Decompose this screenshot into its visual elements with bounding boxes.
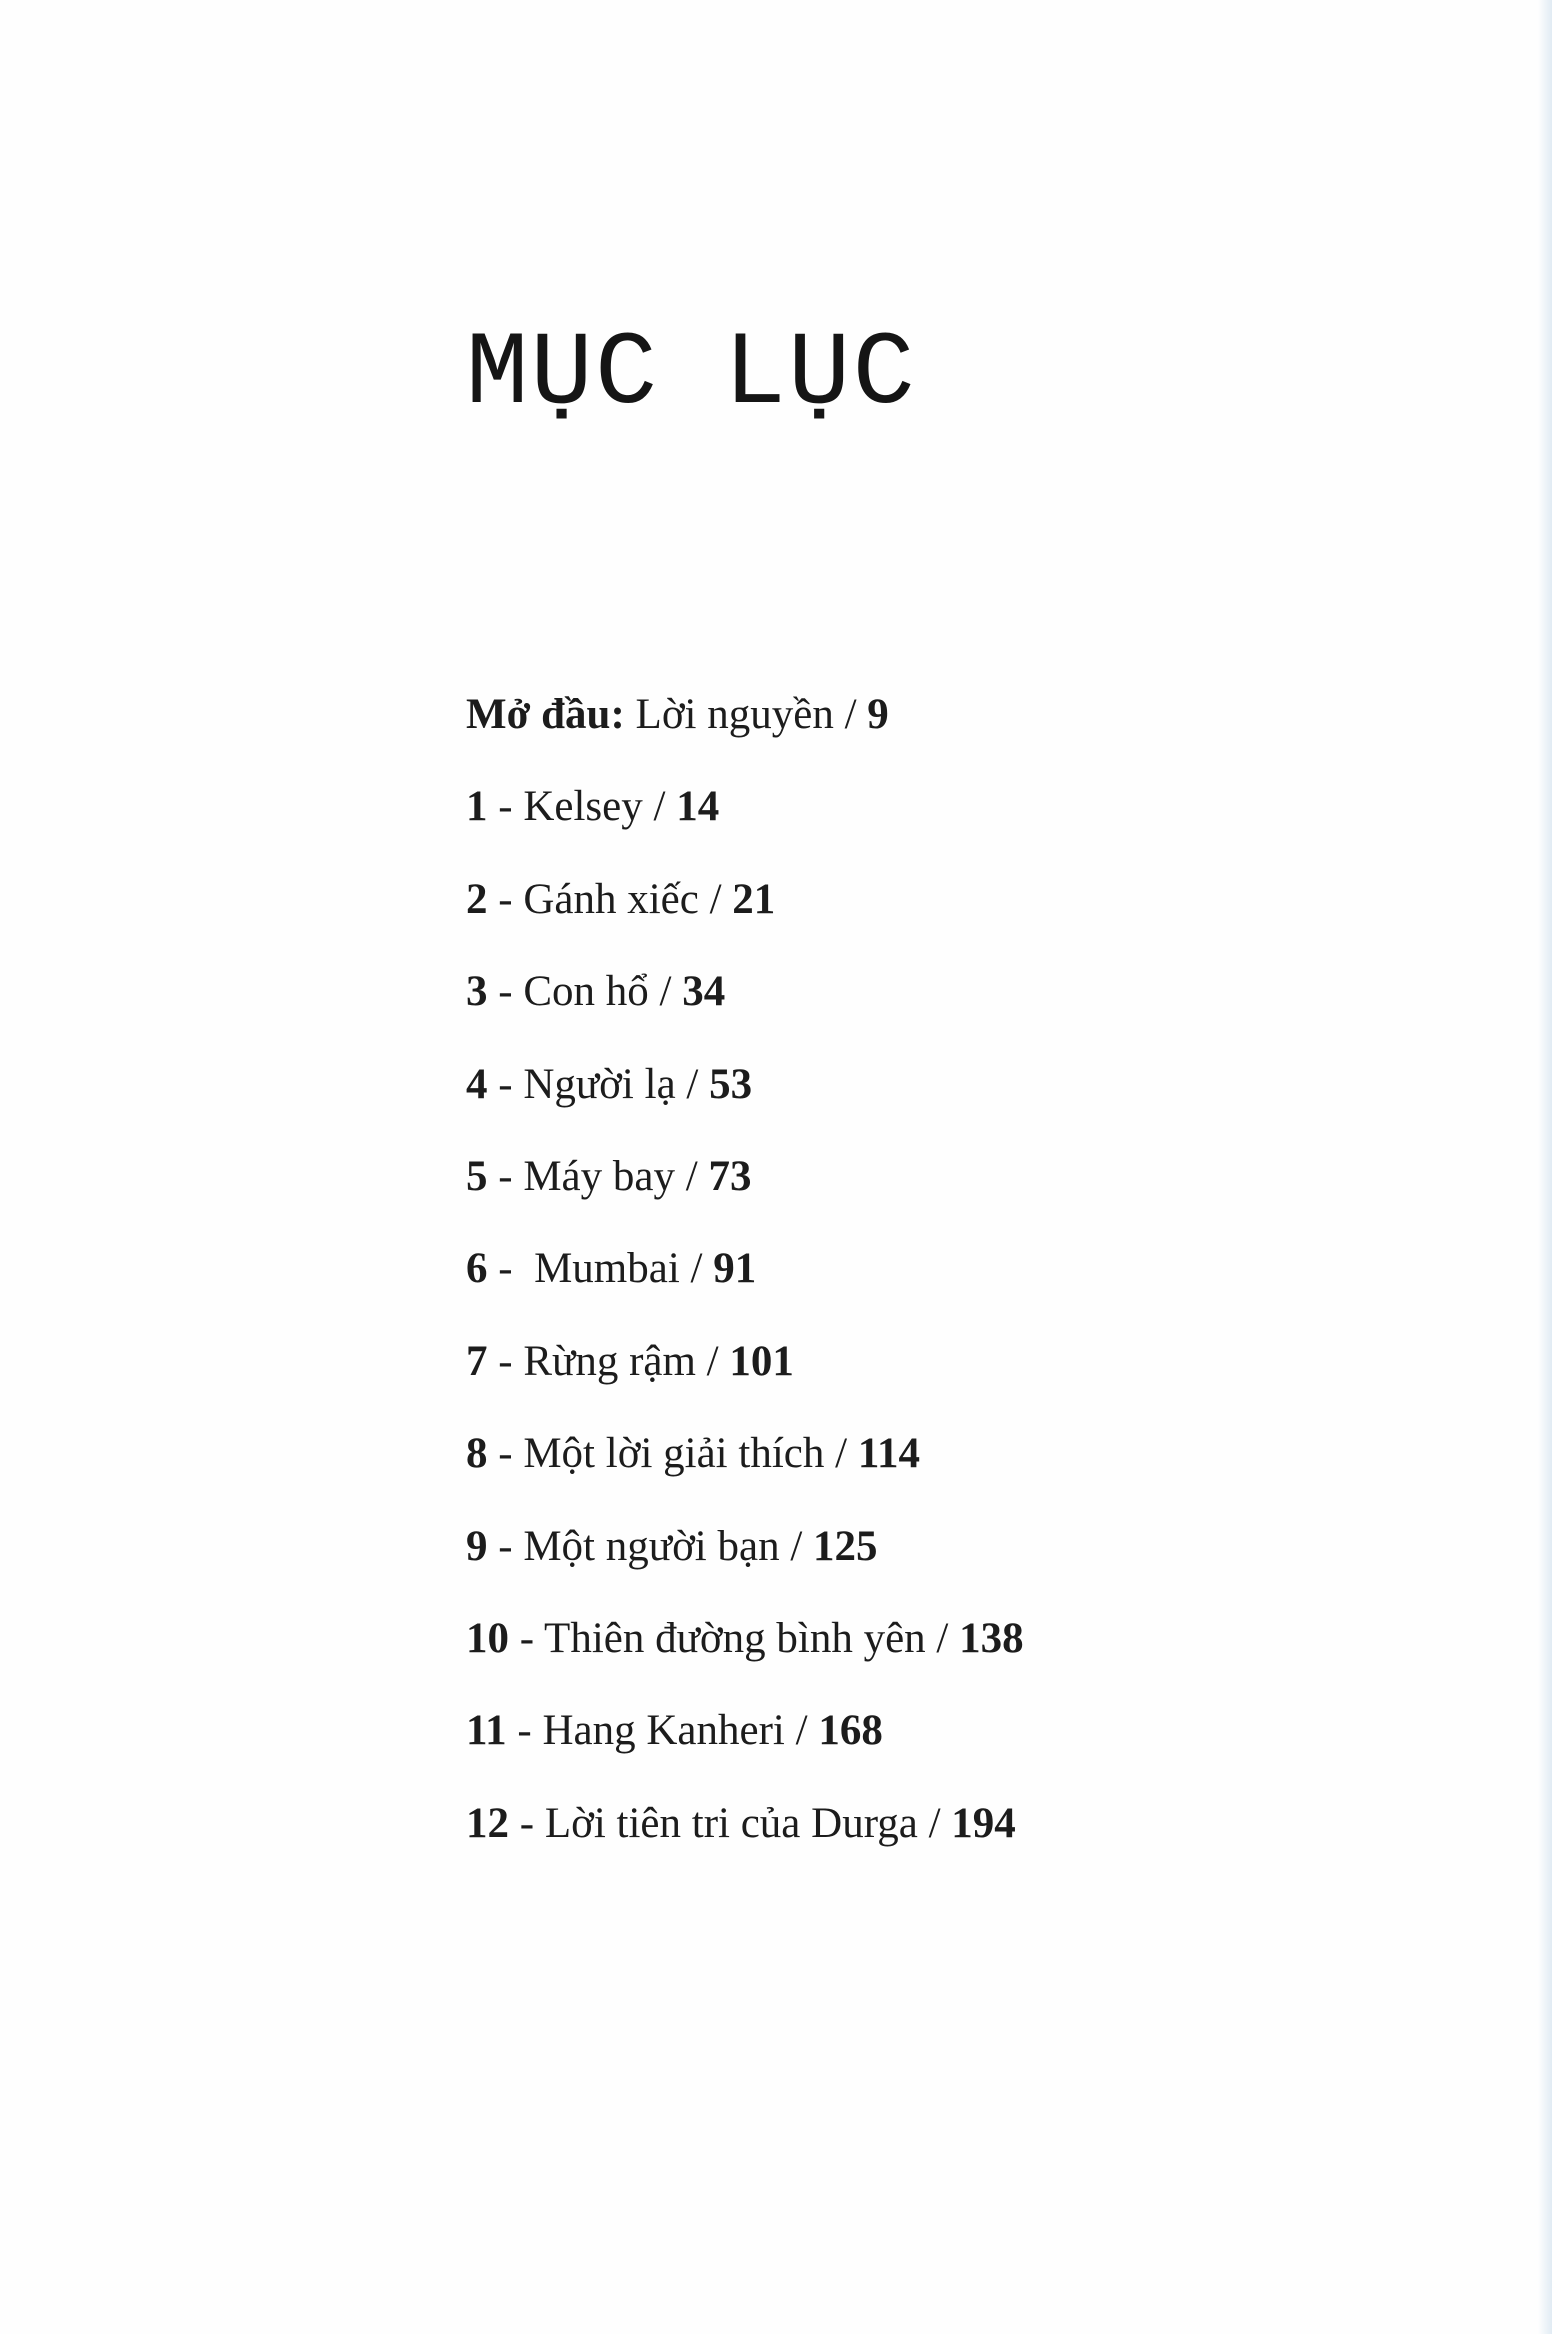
toc-entry-6	[466, 1240, 1466, 1332]
toc-entry-title: Gánh xiếc	[523, 875, 699, 923]
toc-entry-4	[466, 1056, 1466, 1148]
toc-page-separator: /	[675, 1060, 710, 1108]
toc-page-separator: /	[917, 1799, 952, 1847]
toc-entry-separator: -	[487, 1522, 524, 1570]
toc-entry-number: 4	[466, 1060, 488, 1108]
toc-entry-separator: -	[487, 783, 524, 831]
toc-page-separator: /	[779, 1522, 814, 1570]
toc-entry-title: Con hổ	[523, 968, 649, 1016]
toc-entry-number: Mở đầu:	[466, 691, 625, 738]
toc-entry-number: 7	[466, 1337, 488, 1385]
toc-entry-title: Thiên đường bình yên	[544, 1614, 926, 1662]
toc-entry-5	[466, 1148, 1466, 1240]
toc-entry-separator: -	[509, 1614, 545, 1662]
toc-entry-number: 5	[466, 1152, 488, 1200]
toc-entry-number: 1	[466, 783, 488, 831]
toc-entry-prologue	[466, 686, 1466, 778]
toc-entry-number: 9	[466, 1522, 488, 1570]
toc-page-separator: /	[698, 875, 733, 923]
toc-entry-page: 21	[732, 875, 776, 923]
toc-page-separator: /	[674, 1152, 709, 1200]
toc-entry-title: Người lạ	[523, 1060, 676, 1108]
toc-entry-page: 14	[676, 783, 720, 831]
toc-page-separator: /	[648, 968, 683, 1016]
toc-entry-9	[466, 1518, 1466, 1610]
toc-entry-separator: -	[487, 1060, 524, 1108]
toc-entry-separator: -	[506, 1707, 543, 1755]
toc-entry-page: 194	[951, 1799, 1016, 1847]
page-title: MỤC LỤC	[466, 316, 917, 434]
toc-entry-number: 2	[466, 875, 488, 923]
toc-entry-number: 12	[466, 1799, 509, 1847]
toc-entry-3	[466, 963, 1466, 1055]
toc-entry-page: 34	[682, 968, 726, 1016]
toc-entry-page: 53	[709, 1060, 753, 1108]
toc-entry-number: 11	[466, 1707, 507, 1755]
toc-entry-page: 138	[959, 1614, 1024, 1662]
toc-entry-number: 8	[466, 1430, 488, 1478]
toc-entry-title: Lời tiên tri của Durga	[544, 1799, 918, 1847]
toc-entry-number: 6	[466, 1245, 488, 1293]
toc-entry-10	[466, 1610, 1466, 1702]
toc-entry-title: Máy bay	[523, 1152, 675, 1200]
toc-page-separator: /	[925, 1614, 960, 1662]
toc-page-separator: /	[824, 1430, 858, 1478]
toc-entry-separator: -	[509, 1799, 545, 1847]
toc-entry-title: Hang Kanheri	[542, 1707, 785, 1755]
toc-entry-page: 9	[867, 691, 889, 738]
toc-entry-title: Mumbai	[534, 1245, 680, 1293]
toc-entry-separator: -	[487, 1337, 524, 1385]
toc-entry-8	[466, 1425, 1466, 1517]
toc-page-separator: /	[833, 691, 868, 738]
toc-page-separator: /	[695, 1337, 730, 1385]
toc-page-separator: /	[679, 1245, 714, 1293]
toc-entry-separator: -	[487, 1245, 535, 1293]
toc-entry-1	[466, 778, 1466, 870]
table-of-contents	[466, 686, 1466, 1887]
toc-page-separator: /	[784, 1707, 819, 1755]
toc-entry-page: 91	[713, 1245, 757, 1293]
toc-page-separator: /	[642, 783, 677, 831]
toc-entry-11	[466, 1702, 1466, 1794]
toc-entry-number: 10	[466, 1614, 509, 1662]
page-edge-shadow	[1538, 0, 1552, 2334]
toc-entry-page: 125	[813, 1522, 878, 1570]
toc-entry-separator	[625, 691, 636, 738]
toc-entry-page: 101	[729, 1337, 794, 1385]
toc-entry-page: 73	[708, 1152, 752, 1200]
toc-entry-separator: -	[487, 968, 524, 1016]
toc-entry-separator: -	[487, 1430, 524, 1478]
toc-entry-title: Rừng rậm	[523, 1337, 696, 1385]
toc-entry-separator: -	[487, 1152, 524, 1200]
toc-entry-title: Một người bạn	[523, 1522, 780, 1570]
toc-entry-number: 3	[466, 968, 488, 1016]
toc-entry-12	[466, 1795, 1466, 1887]
toc-entry-2	[466, 871, 1466, 963]
toc-entry-title: Lời nguyền	[635, 691, 834, 738]
toc-entry-separator: -	[487, 875, 524, 923]
toc-entry-title: Kelsey	[523, 783, 643, 831]
toc-entry-page: 168	[818, 1707, 883, 1755]
toc-entry-page: 114	[857, 1430, 920, 1478]
toc-entry-title: Một lời giải thích	[523, 1430, 825, 1478]
toc-entry-7	[466, 1333, 1466, 1425]
